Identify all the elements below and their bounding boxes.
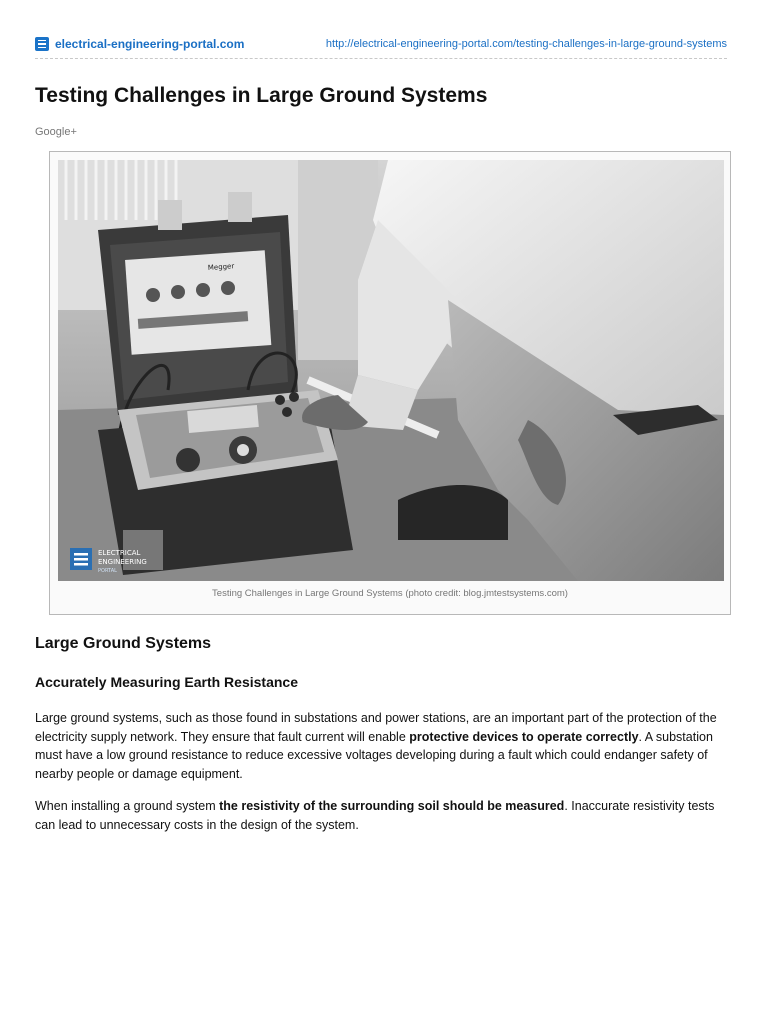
figure-caption: Testing Challenges in Large Ground Systems (photo credit: blog.jmtestsystems.com) xyxy=(212,588,568,599)
subheading: Accurately Measuring Earth Resistance xyxy=(35,674,298,690)
paragraph-2 xyxy=(35,797,731,834)
page-header xyxy=(35,35,727,53)
site-link[interactable] xyxy=(35,37,244,51)
paragraph-2-bold: the resistivity of the surrounding soil should be measured xyxy=(219,799,565,813)
google-plus-link[interactable]: Google+ xyxy=(35,126,77,138)
article-photo xyxy=(58,160,724,581)
article-figure xyxy=(49,151,731,615)
site-name[interactable]: electrical-engineering-portal.com xyxy=(55,37,245,51)
device-brand-label: Megger xyxy=(207,262,235,272)
paragraph-2-text-a: When installing a ground system xyxy=(35,799,220,813)
paragraph-1-text-a: Large ground systems, such as those found in substations and power stations, are an important part of the protection of the electricity supply network. They ensure that fault current will enable xyxy=(35,711,717,744)
page-title: Testing Challenges in Large Ground Systems xyxy=(35,84,488,107)
header-divider xyxy=(35,58,727,59)
paragraph-1-bold: protective devices to operate correctly xyxy=(409,729,639,744)
watermark-line2: ENGINEERING xyxy=(98,558,147,566)
article-url[interactable]: http://electrical-engineering-portal.com/testing-challenges-in-large-ground-systems xyxy=(325,38,727,50)
site-logo-icon xyxy=(35,37,49,51)
paragraph-2-text-b: . Inaccurate resistivity tests can lead to unnecessary costs in the design of the system. xyxy=(35,799,715,832)
paragraph-1 xyxy=(35,709,731,783)
watermark-line3: PORTAL xyxy=(98,568,117,574)
paragraph-1-text-b: . A substation must have a low ground resistance to reduce excessive voltages developing during a fault which could endanger safety of nearby people or damage equipment. xyxy=(35,729,713,781)
watermark-line1: ELECTRICAL xyxy=(98,549,141,557)
section-heading: Large Ground Systems xyxy=(35,635,212,652)
